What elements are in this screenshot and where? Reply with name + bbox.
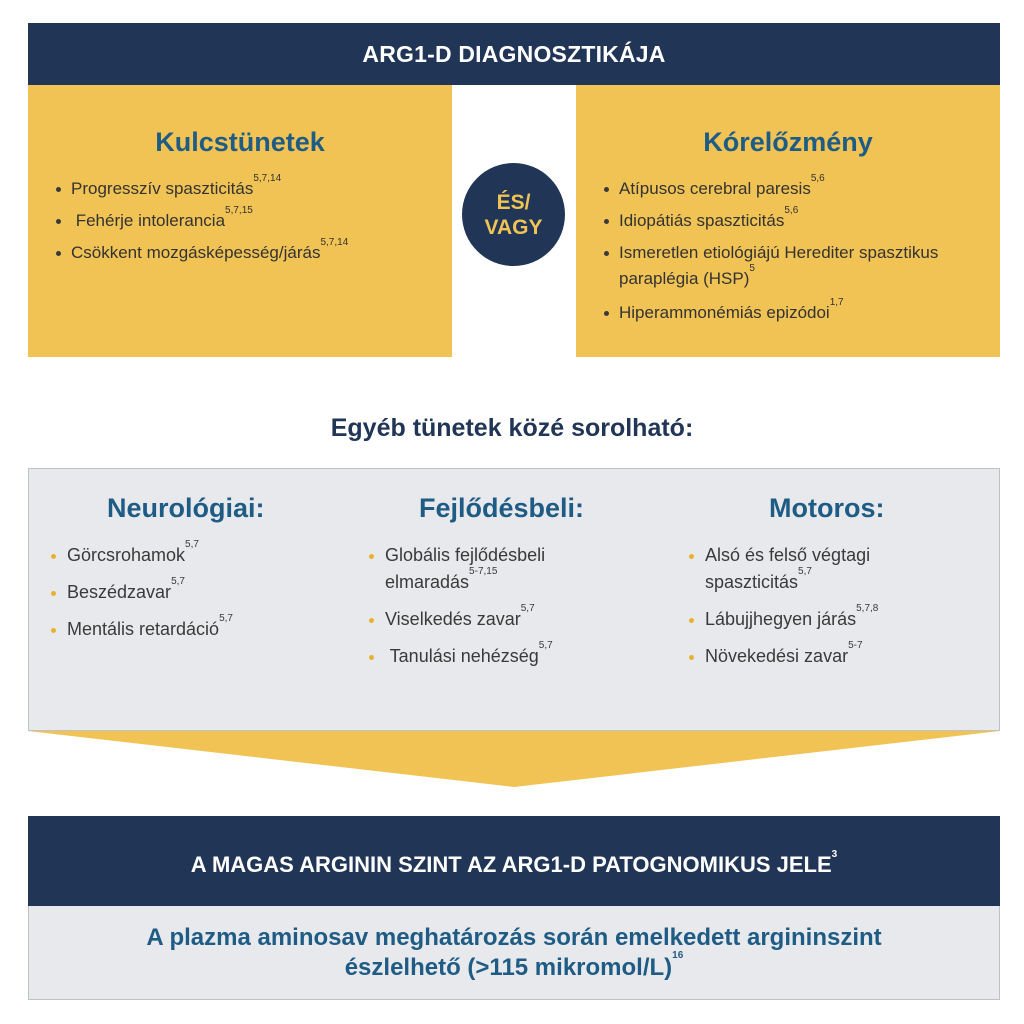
- history-panel: [576, 85, 1000, 357]
- list-item: Globális fejlődésbeli elmaradás$^{5-7,15}$: [369, 542, 599, 596]
- list-item: Növekedési zavar$^{5-7}$: [689, 643, 989, 670]
- list-item: Fehérje intolerancia$^{5,7,15}$: [56, 208, 452, 234]
- developmental-column: [369, 493, 659, 680]
- motor-column: [689, 493, 989, 680]
- list-item: Beszédzavar$^{5,7}$: [51, 579, 351, 606]
- conclusion-banner: [28, 816, 1000, 906]
- motor-title: Motoros:: [769, 493, 885, 523]
- list-item: Hiperammonémiás epizódoi$^{1,7}$: [604, 300, 1000, 326]
- key-symptoms-title: Kulcstünetek: [155, 127, 325, 157]
- and-or-connector: [462, 163, 565, 266]
- funnel-arrow: [28, 731, 1000, 787]
- list-item: Tanulási nehézség$^{5,7}$: [369, 643, 659, 670]
- other-symptoms-title: Egyéb tünetek közé sorolható:: [330, 414, 694, 442]
- diagnostics-title: ARG1-D DIAGNOSZTIKÁJA: [362, 40, 666, 67]
- history-title: Kórelőzmény: [703, 127, 873, 157]
- developmental-title: Fejlődésbeli:: [419, 493, 585, 523]
- conclusion-line-1: A plazma aminosav meghatározás során emelkedett argininszint: [146, 923, 882, 951]
- neurological-column: [51, 493, 351, 653]
- list-item: Lábujjhegyen járás$^{5,7,8}$: [689, 606, 989, 633]
- neurological-title: Neurológiai:: [107, 493, 265, 523]
- other-symptoms-box: [28, 468, 1000, 731]
- list-item: Viselkedés zavar$^{5,7}$: [369, 606, 659, 633]
- connector-line-2: VAGY: [484, 215, 543, 239]
- list-item: Ismeretlen etiológiájú Herediter spasztikus paraplégia (HSP)$^5$: [604, 240, 1000, 292]
- history-list: [576, 173, 1000, 326]
- funnel-shape: [28, 731, 1000, 787]
- key-symptoms-panel: [28, 85, 452, 357]
- conclusion-line-2: észlelhető (>115 mikromol/L)$^{16}$: [344, 949, 684, 981]
- list-item: Alsó és felső végtagi spaszticitás$^{5,7}$: [689, 542, 919, 596]
- connector-line-1: ÉS/: [496, 190, 531, 214]
- list-item: Csökkent mozgásképesség/járás$^{5,7,14}$: [56, 240, 452, 266]
- conclusion-detail: [28, 906, 1000, 1000]
- list-item: Mentális retardáció$^{5,7}$: [51, 616, 351, 643]
- list-item: Atípusos cerebral paresis$^{5,6}$: [604, 176, 1000, 202]
- list-item: Idiopátiás spaszticitás$^{5,6}$: [604, 208, 1000, 234]
- list-item: Progresszív spaszticitás$^{5,7,14}$: [56, 176, 452, 202]
- conclusion-title: A MAGAS ARGININ SZINT AZ ARG1-D PATOGNOMIKUS JELE$^3$: [190, 849, 838, 877]
- list-item: Görcsrohamok$^{5,7}$: [51, 542, 351, 569]
- key-symptoms-list: [28, 173, 452, 266]
- diagnostics-header: [28, 23, 1000, 85]
